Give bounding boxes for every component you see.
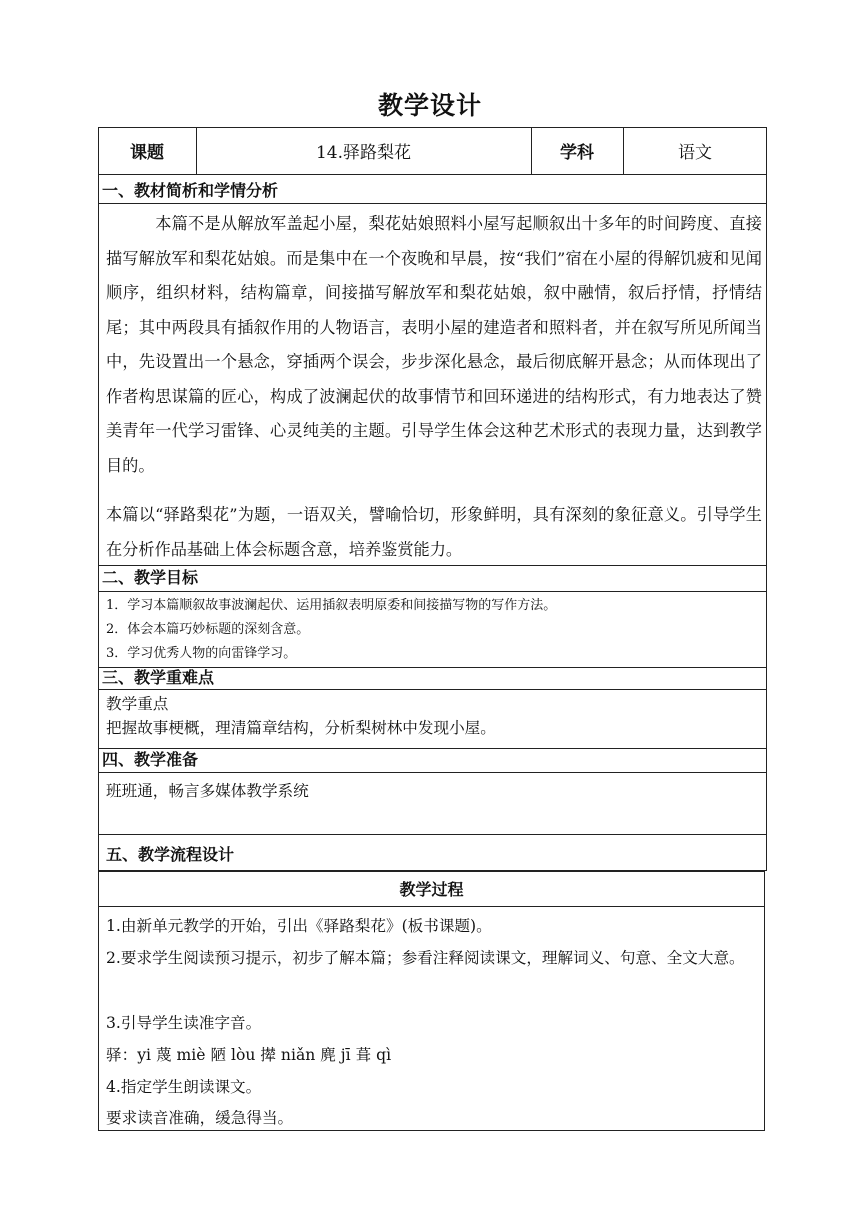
process-line: 4.指定学生朗读课文。 [106,1078,262,1096]
section-3-title: 三、教学重难点 [102,668,215,687]
topic-label: 课题 [130,143,164,163]
objective-item: 2．体会本篇巧妙标题的深刻含意。 [106,622,310,637]
preparation-text: 班班通，畅言多媒体教学系统 [106,782,309,800]
process-line: 要求读音准确，缓急得当。 [106,1109,294,1127]
key-point-text: 把握故事梗概，理清篇章结构，分析梨树林中发现小屋。 [106,719,496,737]
topic-value: 14.驿路梨花 [315,143,412,163]
process-header: 教学过程 [399,880,464,899]
process-line: 2.要求学生阅读预习提示，初步了解本篇；参看注释阅读课文，理解词义、句意、全文大意。 [106,949,745,967]
objective-item: 1．学习本篇顺叙故事波澜起伏、运用插叙表明原委和间接描写物的写作方法。 [106,598,557,613]
document-title: 教学设计 [377,91,482,120]
process-line: 1.由新单元教学的开始，引出《驿路梨花》(板书课题)。 [106,917,492,935]
section-5-title: 五、教学流程设计 [106,845,235,864]
section-1-paragraph-1: 本篇不是从解放军盖起小屋，梨花姑娘照料小屋写起顺叙出十多年的时间跨度、直接描写解放军和梨花姑娘。而是集中在一个夜晚和早晨，按“我们”宿在小屋的得解饥疲和见闻顺序，组织材料，结构篇章，间接描写解放军和梨花姑娘，叙中融情，叙后抒情，抒情结尾；其中两段具有插叙作用的人物语言，表明小屋的建造者和照料者，并在叙写所见所闻当中，先设置出一个悬念，穿插两个误会，步步深化悬念，最后彻底解开悬念；从而体现出了作者构思谋篇的匠心，构成了波澜起伏的故事情节和回环递进的结构形式，有力地表达了赞美青年一代学习雷锋、心灵纯美的主题。引导学生体会这种艺术形式的表现力量，达到教学目的。 [106,214,762,475]
objective-item: 3．学习优秀人物的向雷锋学习。 [106,646,297,661]
process-line: 3.引导学生读准字音。 [106,1014,262,1032]
subject-label: 学科 [560,143,594,163]
subject-value: 语文 [678,143,712,163]
key-point-label: 教学重点 [106,695,169,713]
process-line: 驿：yi 蔑 miè 陋 lòu 撵 niǎn 麂 jī 葺 qì [106,1046,392,1064]
section-1-title: 一、教材简析和学情分析 [102,181,279,200]
section-4-title: 四、教学准备 [102,750,199,769]
section-1-paragraph-2: 本篇以“驿路梨花”为题，一语双关，譬喻恰切，形象鲜明，具有深刻的象征意义。引导学生在分析作品基础上体会标题含意，培养鉴赏能力。 [106,505,762,559]
section-2-title: 二、教学目标 [102,568,199,587]
